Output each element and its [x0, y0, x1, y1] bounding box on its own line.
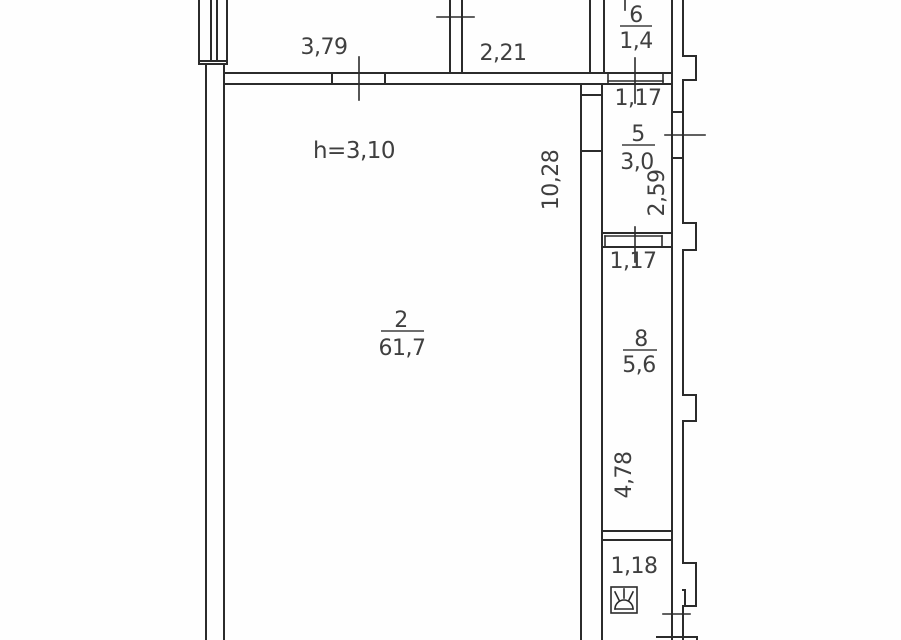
- dim-col-width-mid: 1,17: [609, 249, 657, 274]
- room-number-underlines: [381, 26, 657, 350]
- ceiling-height-label: h=3,10: [312, 138, 396, 164]
- room5-number: 5: [631, 122, 645, 147]
- room6-area: 1,4: [619, 29, 653, 54]
- upper-divider-wall: [450, 0, 462, 73]
- room8-bottom-wall: [602, 531, 672, 540]
- room5-area: 3,0: [620, 150, 654, 175]
- dim-room8-depth: 4,78: [612, 451, 637, 499]
- room2-number: 2: [394, 308, 408, 333]
- dim-top-left-width: 3,79: [300, 35, 348, 60]
- top-wall: [224, 73, 672, 84]
- window-room5-room8: [605, 236, 662, 247]
- room2-area: 61,7: [378, 336, 426, 361]
- vent-icon: [611, 587, 637, 613]
- dim-bottom-room-width: 1,18: [610, 554, 658, 579]
- dim-main-room-depth: 10,28: [539, 149, 564, 211]
- right-outer-wall: [657, 0, 697, 640]
- room8-area: 5,6: [622, 353, 656, 378]
- dim-room5-depth: 2,59: [645, 169, 670, 217]
- dim-top-mid-width: 2,21: [479, 41, 527, 66]
- room6-left-wall: [590, 0, 604, 73]
- left-window: [199, 0, 227, 64]
- main-room-right-wall: [581, 84, 602, 640]
- left-outer-wall: [206, 64, 224, 640]
- room6-number: 6: [629, 3, 643, 28]
- room8-number: 8: [634, 327, 648, 352]
- dim-col-width-upper: 1,17: [614, 86, 662, 111]
